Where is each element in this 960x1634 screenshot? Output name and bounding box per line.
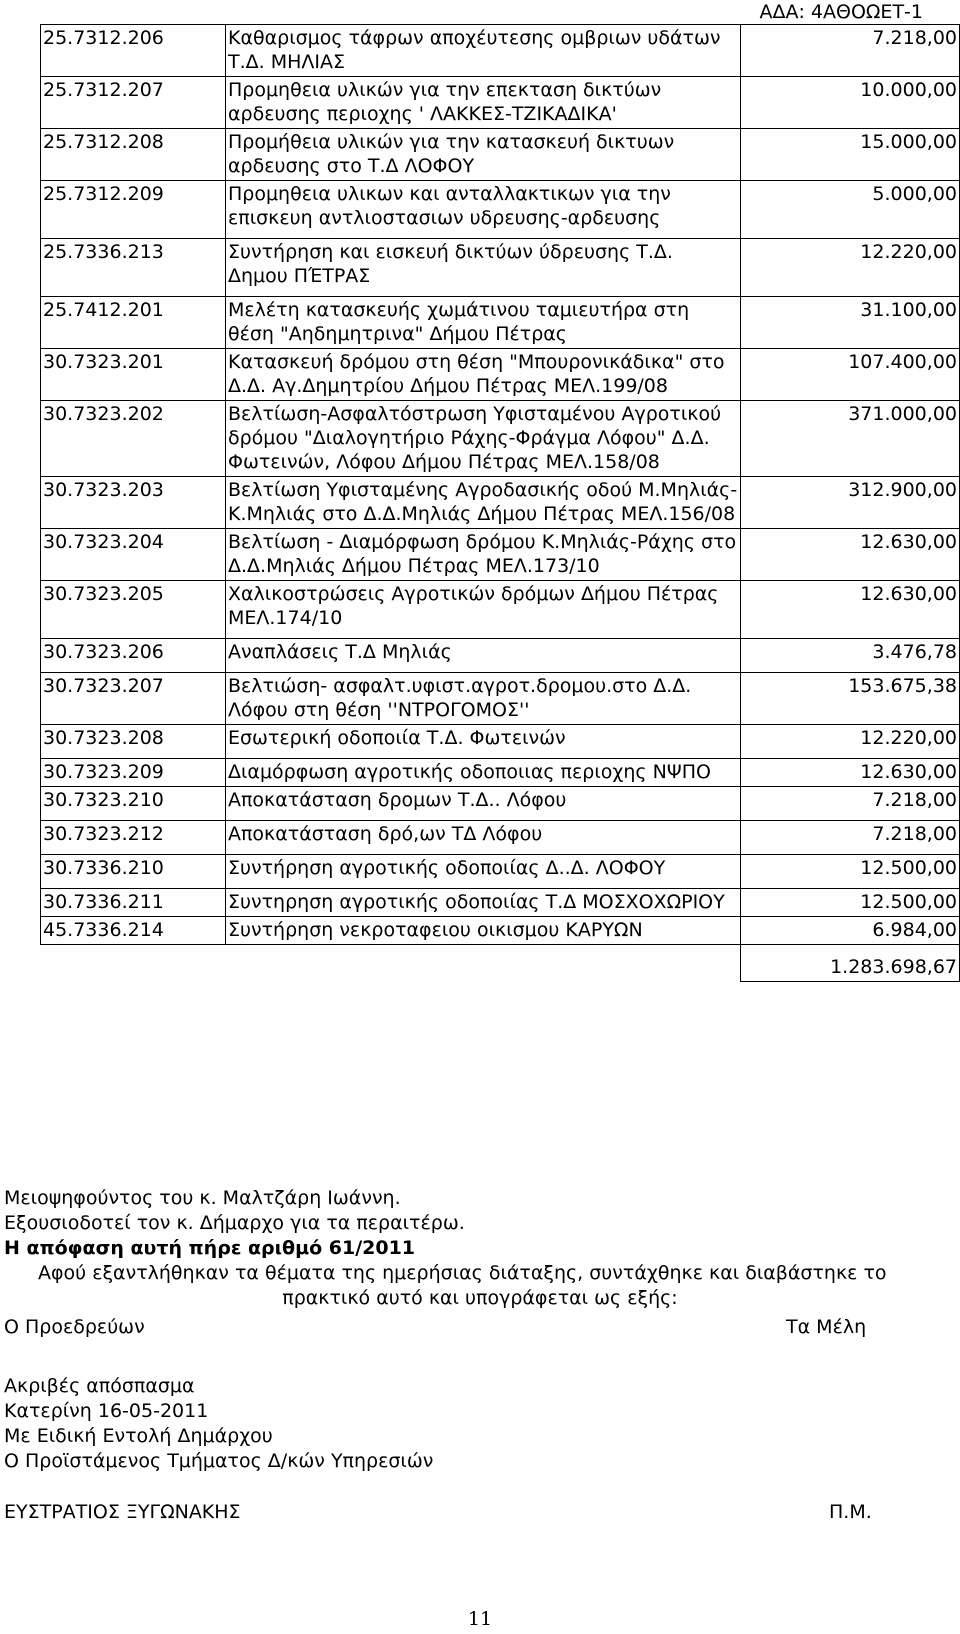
- table-row: [41, 239, 960, 297]
- amount-cell: 31.100,00: [741, 297, 960, 349]
- amount-cell: 15.000,00: [741, 129, 960, 181]
- description-cell: Αποκατάσταση δρό,ων ΤΔ Λόφου: [226, 821, 741, 855]
- budget-code-cell: 30.7323.212: [41, 821, 226, 855]
- amount-cell: 12.220,00: [741, 239, 960, 297]
- description-cell: Προμήθεια υλικών για την κατασκευή δικτυων αρδευσης στο Τ.Δ ΛΟΦΟΥ: [226, 129, 741, 181]
- closing-line-1: Αφού εξαντλήθηκαν τα θέματα της ημερήσιας διάταξης, συντάχθηκε και διαβάστηκε το: [38, 1262, 887, 1284]
- budget-code-cell: 30.7336.211: [41, 889, 226, 917]
- table-row: [41, 129, 960, 181]
- description-cell: Καθαρισμος τάφρων αποχέυτεσης ομβριων υδάτων Τ.Δ. ΜΗΛΙΑΣ: [226, 25, 741, 77]
- table-row: [41, 77, 960, 129]
- authorization-note: Εξουσιοδοτεί τον κ. Δήμαρχο για τα περαιτέρω.: [4, 1212, 465, 1234]
- exact-copy-label: Ακριβές απόσπασμα: [4, 1375, 195, 1397]
- budget-code-cell: 30.7323.209: [41, 759, 226, 787]
- place-date: Κατερίνη 16-05-2011: [4, 1400, 209, 1422]
- table-row: [41, 787, 960, 821]
- budget-code-cell: 30.7323.204: [41, 529, 226, 581]
- amount-cell: 7.218,00: [741, 821, 960, 855]
- description-cell: Διαμόρφωση αγροτικής οδοποιιας περιοχης ΝΨΠΟ: [226, 759, 741, 787]
- budget-code-cell: 25.7312.207: [41, 77, 226, 129]
- amount-cell: 312.900,00: [741, 477, 960, 529]
- table-row: [41, 917, 960, 945]
- budget-code-cell: 45.7336.214: [41, 917, 226, 945]
- description-cell: Βελτιώση- ασφαλτ.υφιστ.αγροτ.δρομου.στο Δ.Δ. Λόφου στη θέση ''ΝΤΡΟΓΟΜΟΣ'': [226, 673, 741, 725]
- budget-code-cell: 25.7312.208: [41, 129, 226, 181]
- table-row: [41, 297, 960, 349]
- amount-cell: 12.500,00: [741, 889, 960, 917]
- description-cell: Συντήρηση νεκροταφειου οικισμου ΚΑΡΥΩΝ: [226, 917, 741, 945]
- total-spacer: [41, 945, 226, 982]
- table-row: [41, 349, 960, 401]
- total-row: [41, 945, 960, 982]
- amount-cell: 12.500,00: [741, 855, 960, 889]
- description-cell: Εσωτερική οδοποιία Τ.Δ. Φωτεινών: [226, 725, 741, 759]
- description-cell: Βελτίωση - Διαμόρφωση δρόμου Κ.Μηλιάς-Ράχης στο Δ.Δ.Μηλιάς Δήμου Πέτρας ΜΕΛ.173/10: [226, 529, 741, 581]
- budget-code-cell: 30.7323.205: [41, 581, 226, 639]
- amount-cell: 7.218,00: [741, 25, 960, 77]
- closing-line-2: πρακτικό αυτό και υπογράφεται ως εξής:: [282, 1287, 678, 1309]
- budget-code-cell: 25.7312.206: [41, 25, 226, 77]
- budget-code-cell: 25.7336.213: [41, 239, 226, 297]
- amount-cell: 12.220,00: [741, 725, 960, 759]
- chair-label: Ο Προεδρεύων: [4, 1316, 145, 1338]
- budget-code-cell: 30.7323.201: [41, 349, 226, 401]
- table-row: [41, 181, 960, 239]
- page-number: 11: [467, 1608, 493, 1630]
- table-row: [41, 889, 960, 917]
- amount-cell: 3.476,78: [741, 639, 960, 673]
- decision-number: Η απόφαση αυτή πήρε αριθμό 61/2011: [4, 1237, 416, 1259]
- table-row: [41, 581, 960, 639]
- budget-code-cell: 25.7312.209: [41, 181, 226, 239]
- budget-code-cell: 30.7336.210: [41, 855, 226, 889]
- budget-code-cell: 25.7412.201: [41, 297, 226, 349]
- table-row: [41, 401, 960, 477]
- table-row: [41, 529, 960, 581]
- description-cell: Αναπλάσεις Τ.Δ Μηλιάς: [226, 639, 741, 673]
- total-spacer: [226, 945, 741, 982]
- signer-name: ΕΥΣΤΡΑΤΙΟΣ ΞΥΓΩΝΑΚΗΣ: [4, 1501, 241, 1523]
- minority-note: Μειοψηφούντος του κ. Μαλτζάρη Ιωάννη.: [4, 1187, 401, 1209]
- budget-code-cell: 30.7323.208: [41, 725, 226, 759]
- amount-cell: 107.400,00: [741, 349, 960, 401]
- amount-cell: 12.630,00: [741, 581, 960, 639]
- table-row: [41, 725, 960, 759]
- amount-cell: 6.984,00: [741, 917, 960, 945]
- mayor-order: Με Ειδική Εντολή Δημάρχου: [4, 1425, 273, 1447]
- amount-cell: 10.000,00: [741, 77, 960, 129]
- table-row: [41, 673, 960, 725]
- members-label: Τα Μέλη: [786, 1316, 867, 1338]
- budget-table: [40, 24, 960, 982]
- amount-cell: 371.000,00: [741, 401, 960, 477]
- description-cell: Βελτίωση Υφισταμένης Αγροδασικής οδού Μ.Μηλιάς-Κ.Μηλιάς στο Δ.Δ.Μηλιάς Δήμου Πέτρας ΜΕΛ.156/08: [226, 477, 741, 529]
- amount-cell: 7.218,00: [741, 787, 960, 821]
- pm-label: Π.Μ.: [829, 1501, 872, 1523]
- description-cell: Αποκατάσταση δρομων Τ.Δ.. Λόφου: [226, 787, 741, 821]
- description-cell: Βελτίωση-Ασφαλτόστρωση Υφισταμένου Αγροτικού δρόμου "Διαλογητήριο Ράχης-Φράγμα Λόφου" Δ.Δ. Φωτεινών, Λόφου Δήμου Πέτρας ΜΕΛ.158/08: [226, 401, 741, 477]
- ada-code: ΑΔΑ: 4ΑΘΟΩΕΤ-1: [759, 1, 923, 23]
- description-cell: Μελέτη κατασκευής χωμάτινου ταμιευτήρα στη θέση "Αηδημητρινα" Δήμου Πέτρας: [226, 297, 741, 349]
- table-row: [41, 759, 960, 787]
- description-cell: Προμηθεια υλικών για την επεκταση δικτύων αρδευσης περιοχης ' ΛΑΚΚΕΣ-ΤΖΙΚΑΔΙΚΑ': [226, 77, 741, 129]
- department-head: Ο Προϊστάμενος Τμήματος Δ/κών Υπηρεσιών: [4, 1450, 434, 1472]
- budget-code-cell: 30.7323.210: [41, 787, 226, 821]
- budget-code-cell: 30.7323.203: [41, 477, 226, 529]
- budget-code-cell: 30.7323.206: [41, 639, 226, 673]
- description-cell: Προμηθεια υλικων και ανταλλακτικων για την επισκευη αντλιοστασιων υδρευσης-αρδευσης: [226, 181, 741, 239]
- amount-cell: 153.675,38: [741, 673, 960, 725]
- description-cell: Συντήρηση και εισκευή δικτύων ύδρευσης Τ.Δ. Δημου ΠΈΤΡΑΣ: [226, 239, 741, 297]
- table-row: [41, 477, 960, 529]
- amount-cell: 12.630,00: [741, 529, 960, 581]
- amount-cell: 5.000,00: [741, 181, 960, 239]
- table-row: [41, 25, 960, 77]
- amount-cell: 12.630,00: [741, 759, 960, 787]
- description-cell: Κατασκευή δρόμου στη θέση "Μπουρονικάδικα" στο Δ.Δ. Αγ.Δημητρίου Δήμου Πέτρας ΜΕΛ.199/08: [226, 349, 741, 401]
- budget-code-cell: 30.7323.202: [41, 401, 226, 477]
- table-row: [41, 639, 960, 673]
- description-cell: Συντήρηση αγροτικής οδοποιίας Δ..Δ. ΛΟΦΟΥ: [226, 855, 741, 889]
- description-cell: Χαλικοστρώσεις Αγροτικών δρόμων Δήμου Πέτρας ΜΕΛ.174/10: [226, 581, 741, 639]
- table-row: [41, 855, 960, 889]
- description-cell: Συντηρηση αγροτικής οδοποιίας Τ.Δ ΜΟΣΧΟΧΩΡΙΟΥ: [226, 889, 741, 917]
- budget-code-cell: 30.7323.207: [41, 673, 226, 725]
- table-row: [41, 821, 960, 855]
- total-amount: 1.283.698,67: [741, 945, 960, 982]
